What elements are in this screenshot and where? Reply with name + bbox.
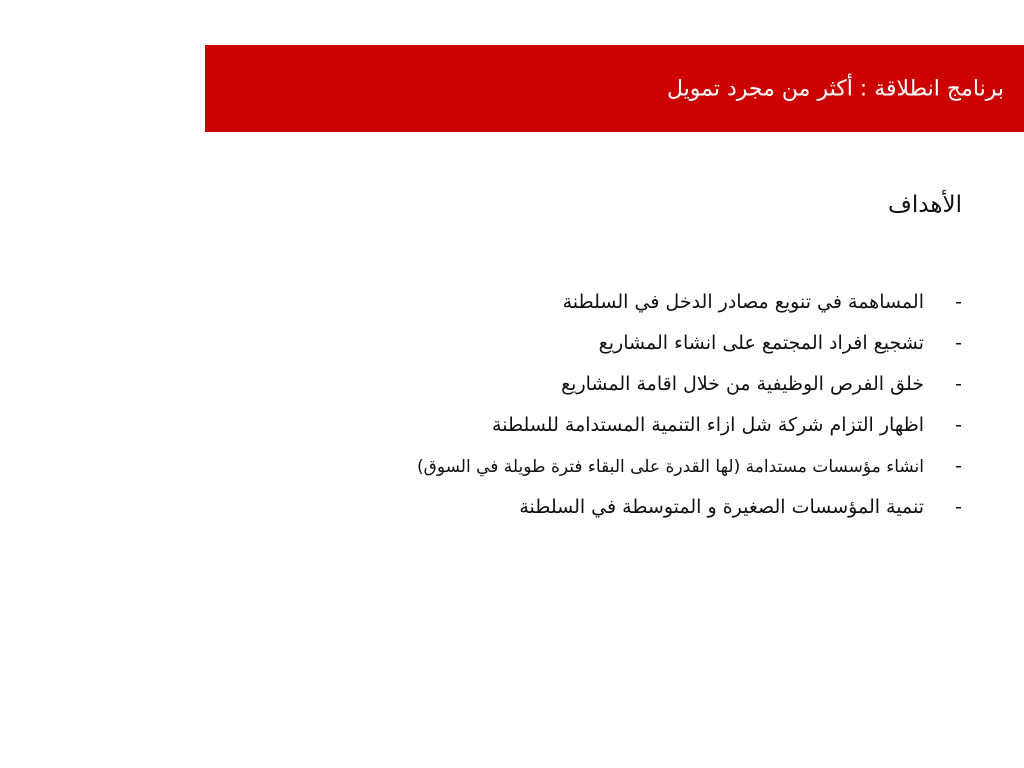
goal-item: [262, 487, 962, 528]
goal-item: [262, 323, 962, 364]
bullet-dash: -: [955, 455, 962, 477]
bullet-dash: -: [955, 496, 962, 518]
bullet-dash: -: [955, 291, 962, 313]
goal-item: [262, 446, 962, 487]
bullet-dash: -: [955, 414, 962, 436]
goal-text: اظهار التزام شركة شل ازاء التنمية المستدامة للسلطنة: [492, 414, 924, 436]
slide-title: برنامج انطلاقة : أكثر من مجرد تمويل: [667, 76, 1004, 101]
title-bar: [205, 45, 1024, 132]
goal-text: انشاء مؤسسات مستدامة (لها القدرة على البقاء فترة طويلة في السوق): [417, 457, 924, 477]
goal-text: المساهمة في تنويع مصادر الدخل في السلطنة: [562, 291, 924, 313]
goal-text: خلق الفرص الوظيفية من خلال اقامة المشاريع: [561, 373, 924, 395]
bullet-dash: -: [955, 373, 962, 395]
bullet-dash: -: [955, 332, 962, 354]
goal-item: [262, 405, 962, 446]
goal-item: [262, 364, 962, 405]
goal-text: تشجيع افراد المجتمع على انشاء المشاريع: [598, 332, 924, 354]
goal-item: [262, 282, 962, 323]
goals-list: [262, 282, 962, 528]
goals-heading: الأهداف: [888, 192, 962, 218]
goal-text: تنمية المؤسسات الصغيرة و المتوسطة في السلطنة: [519, 496, 924, 518]
